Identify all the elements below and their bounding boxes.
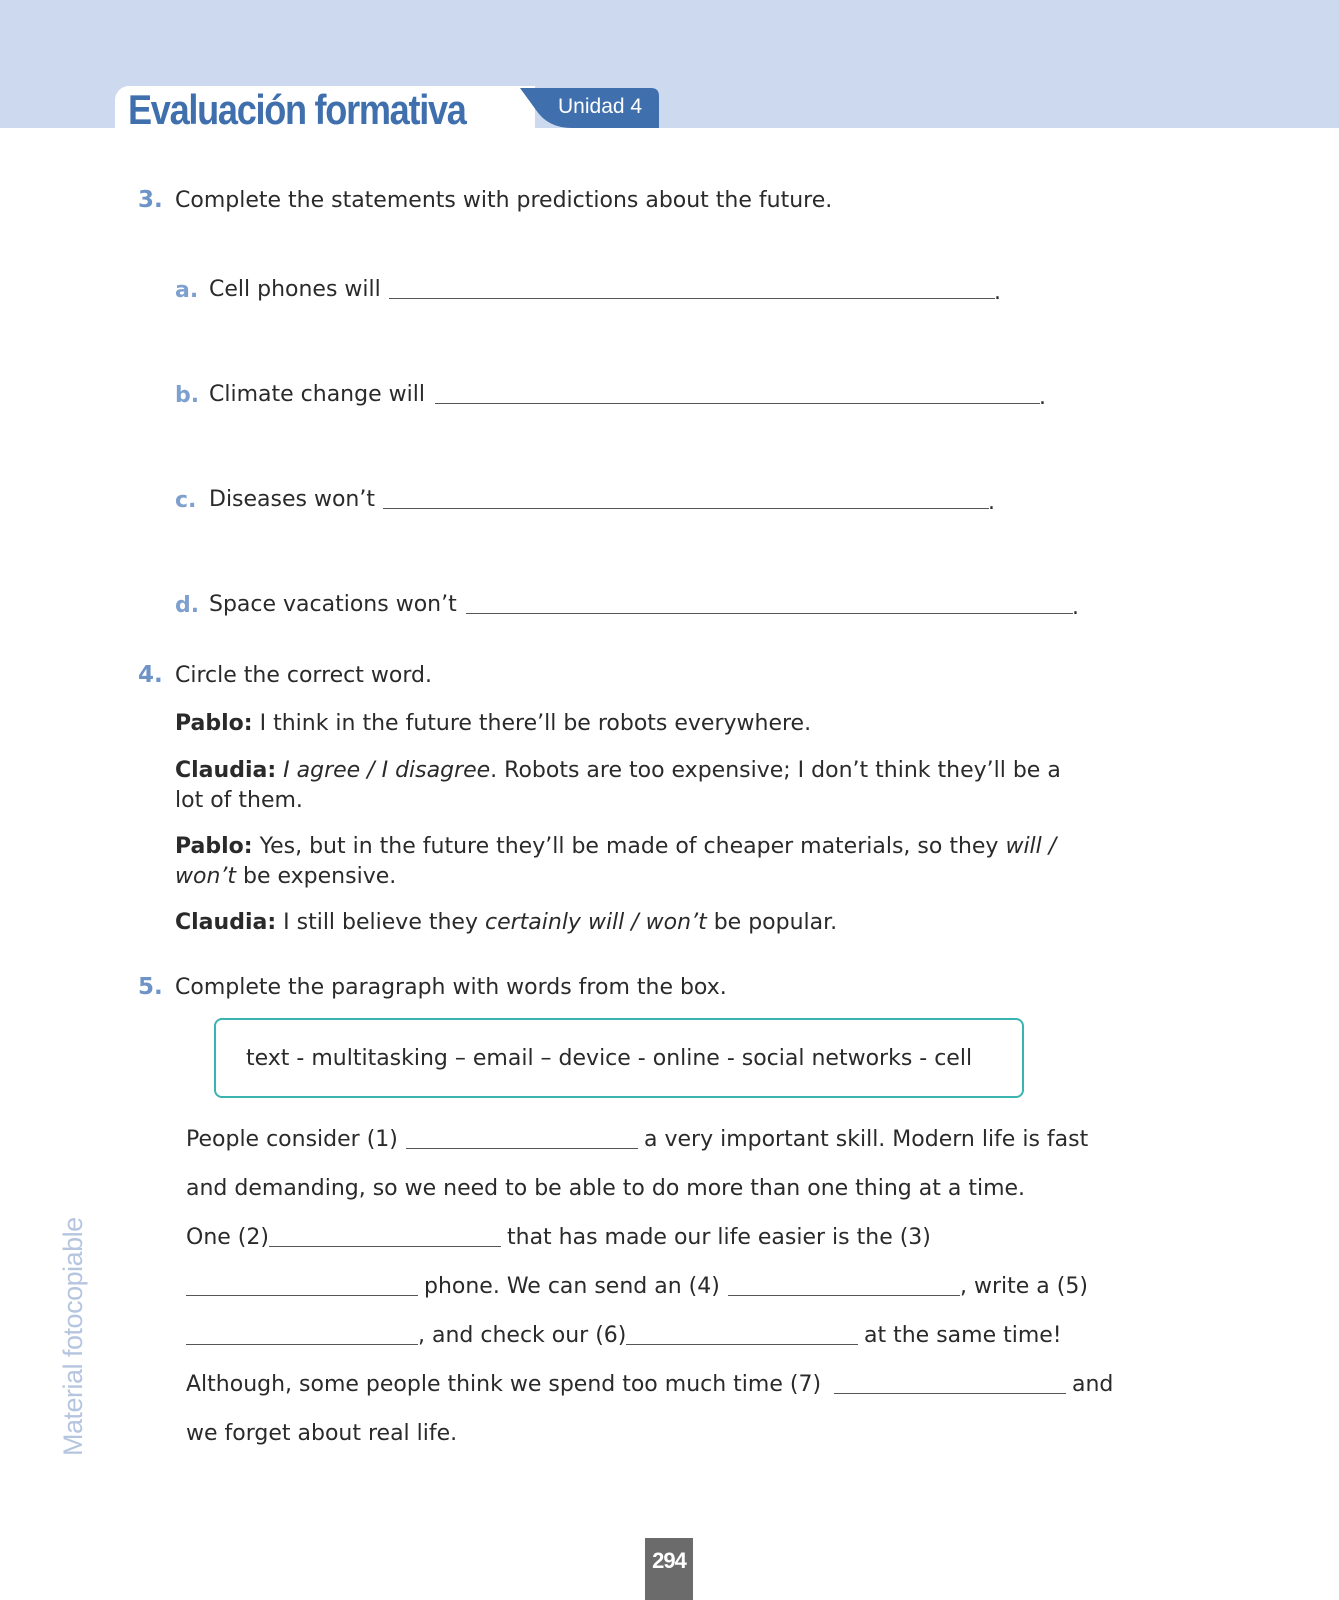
item-d-answer-line[interactable] — [466, 613, 1073, 614]
option-pair[interactable]: will / won’t — [175, 834, 1057, 889]
item-a-answer-line[interactable] — [389, 298, 995, 299]
item-c-answer-line[interactable] — [383, 508, 989, 509]
paragraph-text: Although, some people think we spend too much time (7) — [186, 1372, 822, 1397]
page-title: Evaluación formativa — [128, 86, 466, 133]
option-pair[interactable]: I agree / I disagree — [283, 758, 491, 783]
paragraph-text: , write a (5) — [960, 1274, 1088, 1299]
paragraph-text: at the same time! — [864, 1323, 1062, 1348]
item-c-period: . — [988, 490, 995, 515]
dialog-text: I think in the future there’ll be robots everywhere. — [259, 711, 812, 736]
item-a-period: . — [994, 280, 1001, 305]
dialog-text: I still believe they — [283, 910, 478, 935]
paragraph-text: , and check our (6) — [418, 1323, 627, 1348]
speaker-pablo: Pablo: — [175, 711, 253, 736]
paragraph-text: that has made our life easier is the (3) — [507, 1225, 931, 1250]
paragraph-text: and — [1072, 1372, 1114, 1397]
paragraph-text: One (2) — [186, 1225, 269, 1250]
paragraph-text: phone. We can send an (4) — [424, 1274, 720, 1299]
dialog-text: be expensive. — [243, 864, 397, 889]
item-c-letter: c. — [175, 488, 197, 513]
speaker-claudia: Claudia: — [175, 910, 277, 935]
word-box-text: text - multitasking – email – device - online - social networks - cell — [246, 1046, 973, 1071]
question-5-instruction: Complete the paragraph with words from the box. — [175, 975, 727, 1000]
item-b-letter: b. — [175, 383, 200, 408]
unit-badge — [520, 88, 665, 128]
question-5-number: 5. — [138, 974, 163, 1000]
paragraph-text: we forget about real life. — [186, 1421, 458, 1446]
page-number: 294 — [645, 1538, 693, 1600]
paragraph-text: People consider (1) — [186, 1127, 398, 1152]
paragraph-text: and demanding, so we need to be able to do more than one thing at a time. — [186, 1176, 1026, 1201]
speaker-pablo: Pablo: — [175, 834, 253, 859]
item-a-letter: a. — [175, 278, 199, 303]
unit-label: Unidad 4 — [558, 95, 643, 118]
dialog-text: be popular. — [713, 910, 838, 935]
dialog-line-4 — [175, 908, 1075, 938]
dialog-line-1 — [175, 709, 1075, 739]
word-box — [214, 1018, 1024, 1098]
item-b-answer-line[interactable] — [435, 403, 1040, 404]
item-b-prompt: Climate change will — [209, 382, 425, 407]
item-c-prompt: Diseases won’t — [209, 487, 375, 512]
blank-3-line[interactable] — [186, 1295, 418, 1296]
item-d-letter: d. — [175, 593, 200, 618]
item-a-prompt: Cell phones will — [209, 277, 381, 302]
question-4-instruction: Circle the correct word. — [175, 663, 432, 688]
item-b-period: . — [1039, 385, 1046, 410]
question-3-number: 3. — [138, 187, 163, 213]
blank-2-line[interactable] — [269, 1246, 501, 1247]
dialog-line-2 — [175, 756, 1075, 816]
question-4-number: 4. — [138, 662, 163, 688]
dialog-text: Yes, but in the future they’ll be made of cheaper materials, so they — [259, 834, 999, 859]
item-d-prompt: Space vacations won’t — [209, 592, 457, 617]
side-label: Material fotocopiable — [58, 1217, 88, 1456]
option-pair[interactable]: certainly will / won’t — [484, 910, 707, 935]
blank-4-line[interactable] — [728, 1295, 960, 1296]
blank-7-line[interactable] — [834, 1393, 1066, 1394]
item-d-period: . — [1072, 595, 1079, 620]
dialog-text: . Robots are too expensive; I don’t think they’ll be a lot of them. — [175, 758, 1061, 813]
question-3-instruction: Complete the statements with predictions about the future. — [175, 188, 833, 213]
blank-5-line[interactable] — [186, 1344, 418, 1345]
dialog-line-3 — [175, 832, 1075, 892]
blank-1-line[interactable] — [406, 1148, 638, 1149]
paragraph-text: a very important skill. Modern life is fast — [644, 1127, 1089, 1152]
blank-6-line[interactable] — [626, 1344, 858, 1345]
speaker-claudia: Claudia: — [175, 758, 277, 783]
